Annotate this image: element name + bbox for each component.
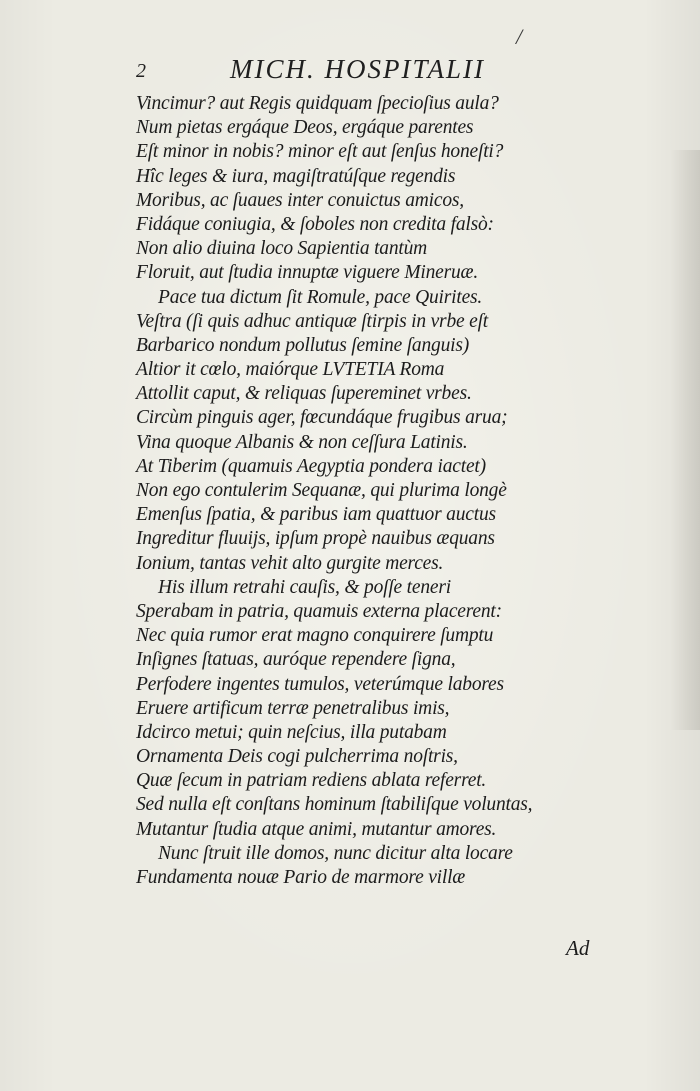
verse-line: Inſignes ſtatuas, auróque rependere ſigna, [136,649,456,671]
verse-line: Sed nulla eſt conſtans hominum ſtabiliſque voluntas, [136,794,533,816]
verse-line: Vincimur? aut Regis quidquam ſpecioſius aula? [136,93,499,114]
verse-line: Nec quia rumor erat magno conquirere ſumptu [136,625,494,647]
verse-line: Moribus, ac ſuaues inter conuictus amicos, [136,189,464,211]
verse-line: Num pietas ergáque Deos, ergáque parentes [136,117,474,139]
verse-line: Barbarico nondum pollutus ſemine ſanguis) [136,334,470,356]
verse-line: Ornamenta Deis cogi pulcherrima noſtris, [136,746,458,768]
verse-line: Nunc ſtruit ille domos, nunc dicitur alta locare [158,842,513,864]
verse-line: Eruere artificum terræ penetralibus imis, [136,697,450,719]
verse-block [136,92,588,890]
page-number: 2 [136,60,146,82]
verse-line: Ingreditur fluuijs, ipſum propè nauibus æquans [136,528,495,550]
verse-line: Sperabam in patria, quamuis externa placerent: [136,600,502,622]
verse-line: Circùm pinguis ager, fœcundáque frugibus arua; [136,407,508,429]
verse-line: Pace tua dictum ſit Romule, pace Quirites. [158,286,483,308]
verse-line: At Tiberim (quamuis Aegyptia pondera iactet) [136,455,486,477]
verse-line: Mutantur ſtudia atque animi, mutantur amores. [136,818,497,840]
running-head [136,54,536,94]
running-head-title: MICH. HOSPITALII [230,54,485,84]
verse-line: Altior it cœlo, maiórque LVTETIA Roma [136,359,445,381]
verse-line: His illum retrahi cauſis, & poſſe teneri [158,576,451,598]
verse-line: Ionium, tantas vehit alto gurgite merces. [136,552,444,574]
verse-line: Non ego contulerim Sequanæ, qui plurima longè [136,480,507,501]
verse-line: Eſt minor in nobis? minor eſt aut ſenſus honeſti? [136,141,504,163]
verse-line: Perfodere ingentes tumulos, veterúmque labores [136,673,504,695]
show-through-shadow [670,150,700,730]
verse-line: Fundamenta nouæ Pario de marmore villæ [136,867,466,888]
corner-pencil-mark: / [516,24,523,49]
verse-line: Hîc leges & iura, magiſtratúſque regendis [136,165,456,187]
verse-line: Idcirco metui; quin neſcius, illa putabam [136,721,447,743]
verse-line: Fidáque coniugia, & ſoboles non credita falsò: [136,213,494,235]
catchword: Ad [566,936,590,960]
verse-line: Veſtra (ſi quis adhuc antiquæ ſtirpis in vrbe eſt [136,310,489,332]
verse-line: Floruit, aut ſtudia innuptæ viguere Mineruæ. [136,262,479,284]
verse-line: Non alio diuina loco Sapientia tantùm [136,238,428,260]
verse-line: Vina quoque Albanis & non ceſſura Latinis. [136,431,468,453]
verse-line: Attollit caput, & reliquas ſupereminet vrbes. [136,383,472,405]
verse-line: Emenſus ſpatia, & paribus iam quattuor auctus [136,504,496,526]
verse-line: Quæ ſecum in patriam rediens ablata referret. [136,770,487,792]
